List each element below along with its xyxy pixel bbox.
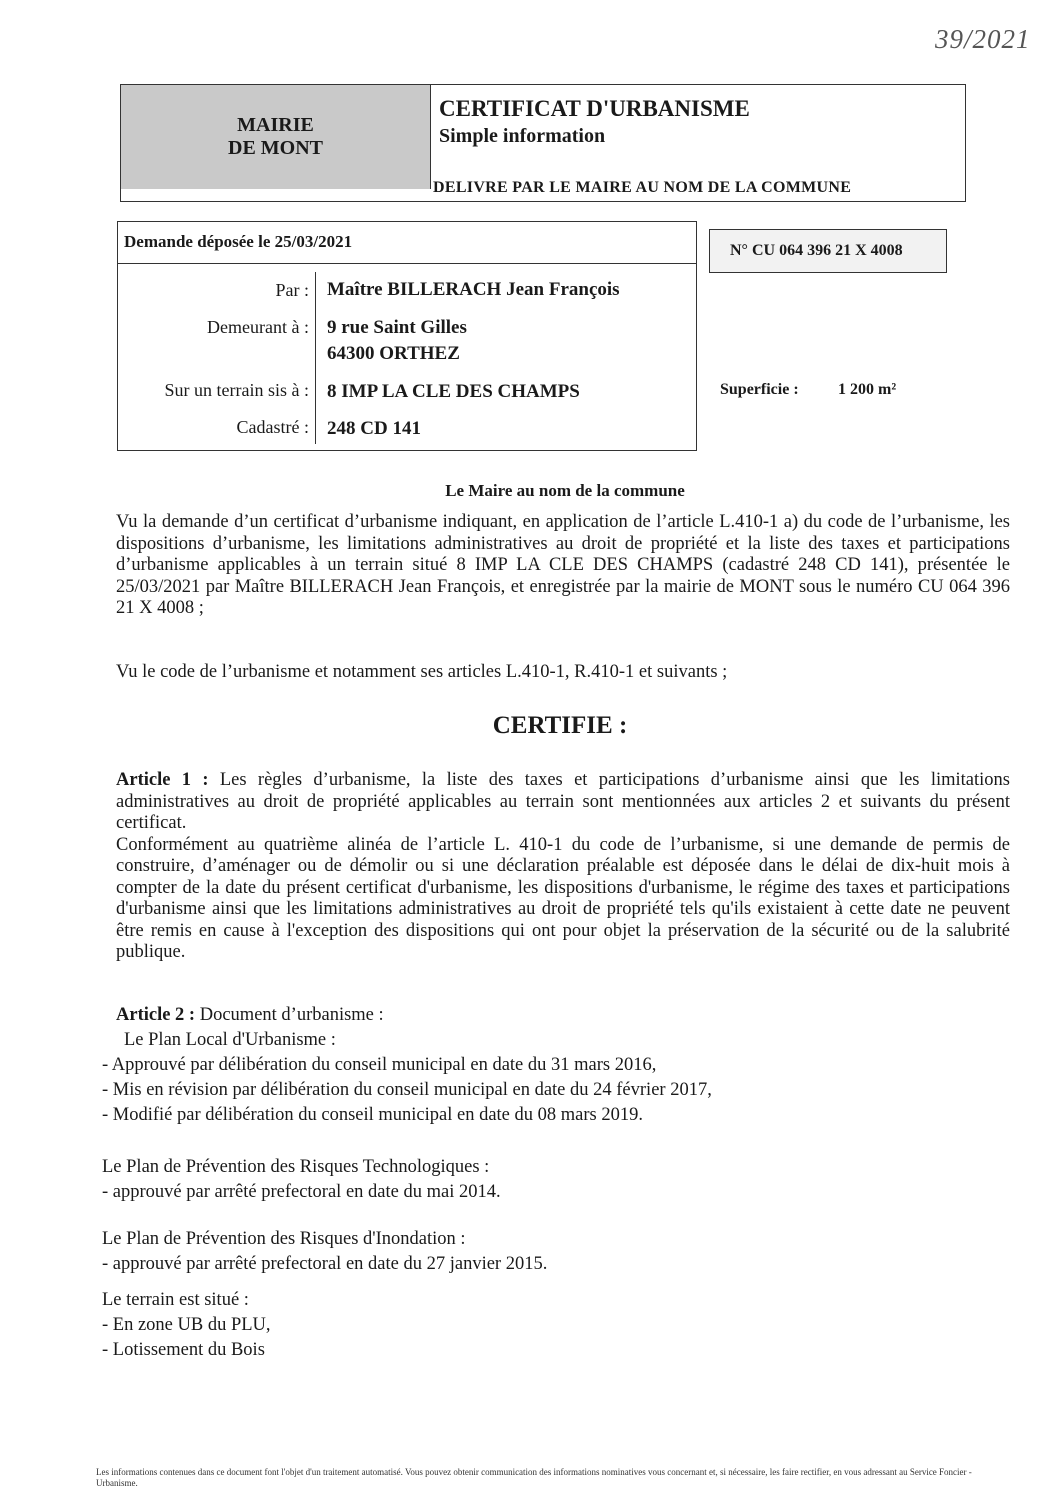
plu-item-1: - Approuvé par délibération du conseil municipal en date du 31 mars 2016, <box>102 1055 657 1075</box>
address-line2: 64300 ORTHEZ <box>327 343 460 364</box>
mairie-line2: DE MONT <box>228 137 323 159</box>
request-box <box>117 221 697 451</box>
header-box <box>120 84 966 202</box>
address-label: Demeurant à : <box>207 317 309 337</box>
vu-paragraph-2 <box>116 662 1010 684</box>
delivered-by: DELIVRE PAR LE MAIRE AU NOM DE LA COMMUNE <box>433 179 852 196</box>
mairie-cell <box>121 85 431 189</box>
ppri-title: Le Plan de Prévention des Risques d'Inondation : <box>102 1229 466 1249</box>
ppri-item: - approuvé par arrêté prefectoral en date du 27 janvier 2015. <box>102 1254 548 1274</box>
pprt-item: - approuvé par arrêté prefectoral en date du mai 2014. <box>102 1182 501 1202</box>
certificate-subtitle: Simple information <box>439 125 606 147</box>
article1-label: Article 1 : <box>116 770 209 790</box>
article1-paragraph2: Conformément au quatrième alinéa de l’article L. 410-1 du code de l’urbanisme, si une demande de permis de construire, d’aménager ou de démolir ou si une déclaration préalable est déposée dans le délai de dix-huit mois à compter de la date du présent certificat d'urbanisme, les dispositions d'urbanisme, le régime des taxes et participations d'urbanisme ainsi que les limitations administratives au droit de propriété tels qu'ils existaient à cette date ne peuvent être remis en cause à l'exception des dispositions qui ont pour objet la préservation de la sécurité ou de la salubrité publique. <box>116 834 1010 962</box>
article1-text: Les règles d’urbanisme, la liste des taxes et participations d’urbanisme ainsi que les limitations administratives au droit de propriété applicables au terrain sont mentionnées aux articles 2 et suivants du présent certificat. <box>116 770 1010 833</box>
handwritten-reference: 39/2021 <box>935 24 1031 54</box>
article2-text: Document d’urbanisme : <box>195 1005 384 1025</box>
vu-paragraph-1 <box>116 512 1010 620</box>
certificate-title: CERTIFICAT D'URBANISME <box>439 96 750 121</box>
plu-title: Le Plan Local d'Urbanisme : <box>124 1030 336 1050</box>
footer-notice: Les informations contenues dans ce document font l'objet d'un traitement automatisé. Vous pouvez obtenir communication des informations nominatives vous concernant et, si nécessaire, les faire rectifier, en vous adressant au Service Foncier - Urbanisme. <box>96 1467 972 1488</box>
mairie-line1: MAIRIE <box>237 114 314 136</box>
address-line1: 9 rue Saint Gilles <box>327 317 467 338</box>
par-label: Par : <box>275 280 309 300</box>
article-2 <box>116 1005 384 1026</box>
cadastre-value: 248 CD 141 <box>327 418 421 439</box>
par-value: Maître BILLERACH Jean François <box>327 279 620 300</box>
certifie-heading: CERTIFIE : <box>492 712 628 739</box>
surface-value: 1 200 m² <box>838 381 897 398</box>
surface-label: Superficie : <box>720 381 799 398</box>
request-date: Demande déposée le 25/03/2021 <box>118 222 696 264</box>
terrain-title: Le terrain est situé : <box>102 1290 249 1310</box>
certificate-number: N° CU 064 396 21 X 4008 <box>709 229 947 273</box>
vu-text-1: Vu la demande d’un certificat d’urbanisme indiquant, en application de l’article L.410-1 a) du code de l’urbanisme, les dispositions d’urbanisme, les limitations administratives au droit de propriété et la liste des taxes et participations d’urbanisme applicables à un terrain situé 8 IMP LA CLE DES CHAMPS (cadastré 248 CD 141), présentée le 25/03/2021 par Maître BILLERACH Jean François, et enregistrée par la mairie de MONT sous le numéro CU 064 396 21 X 4008 ; <box>116 512 1010 618</box>
article2-label: Article 2 : <box>116 1005 196 1025</box>
plu-item-3: - Modifié par délibération du conseil municipal en date du 08 mars 2019. <box>102 1105 643 1125</box>
article-1 <box>116 770 1010 964</box>
terrain-item-2: - Lotissement du Bois <box>102 1340 265 1360</box>
cadastre-label: Cadastré : <box>236 417 309 437</box>
plu-item-2: - Mis en révision par délibération du conseil municipal en date du 24 février 2017, <box>102 1080 712 1100</box>
vu-text-2: Vu le code de l’urbanisme et notamment ses articles L.410-1, R.410-1 et suivants ; <box>116 662 728 682</box>
maire-title: Le Maire au nom de la commune <box>445 481 685 500</box>
terrain-item-1: - En zone UB du PLU, <box>102 1315 271 1335</box>
divider <box>315 272 316 444</box>
pprt-title: Le Plan de Prévention des Risques Technologiques : <box>102 1157 490 1177</box>
land-value: 8 IMP LA CLE DES CHAMPS <box>327 381 580 402</box>
land-label: Sur un terrain sis à : <box>164 380 309 400</box>
